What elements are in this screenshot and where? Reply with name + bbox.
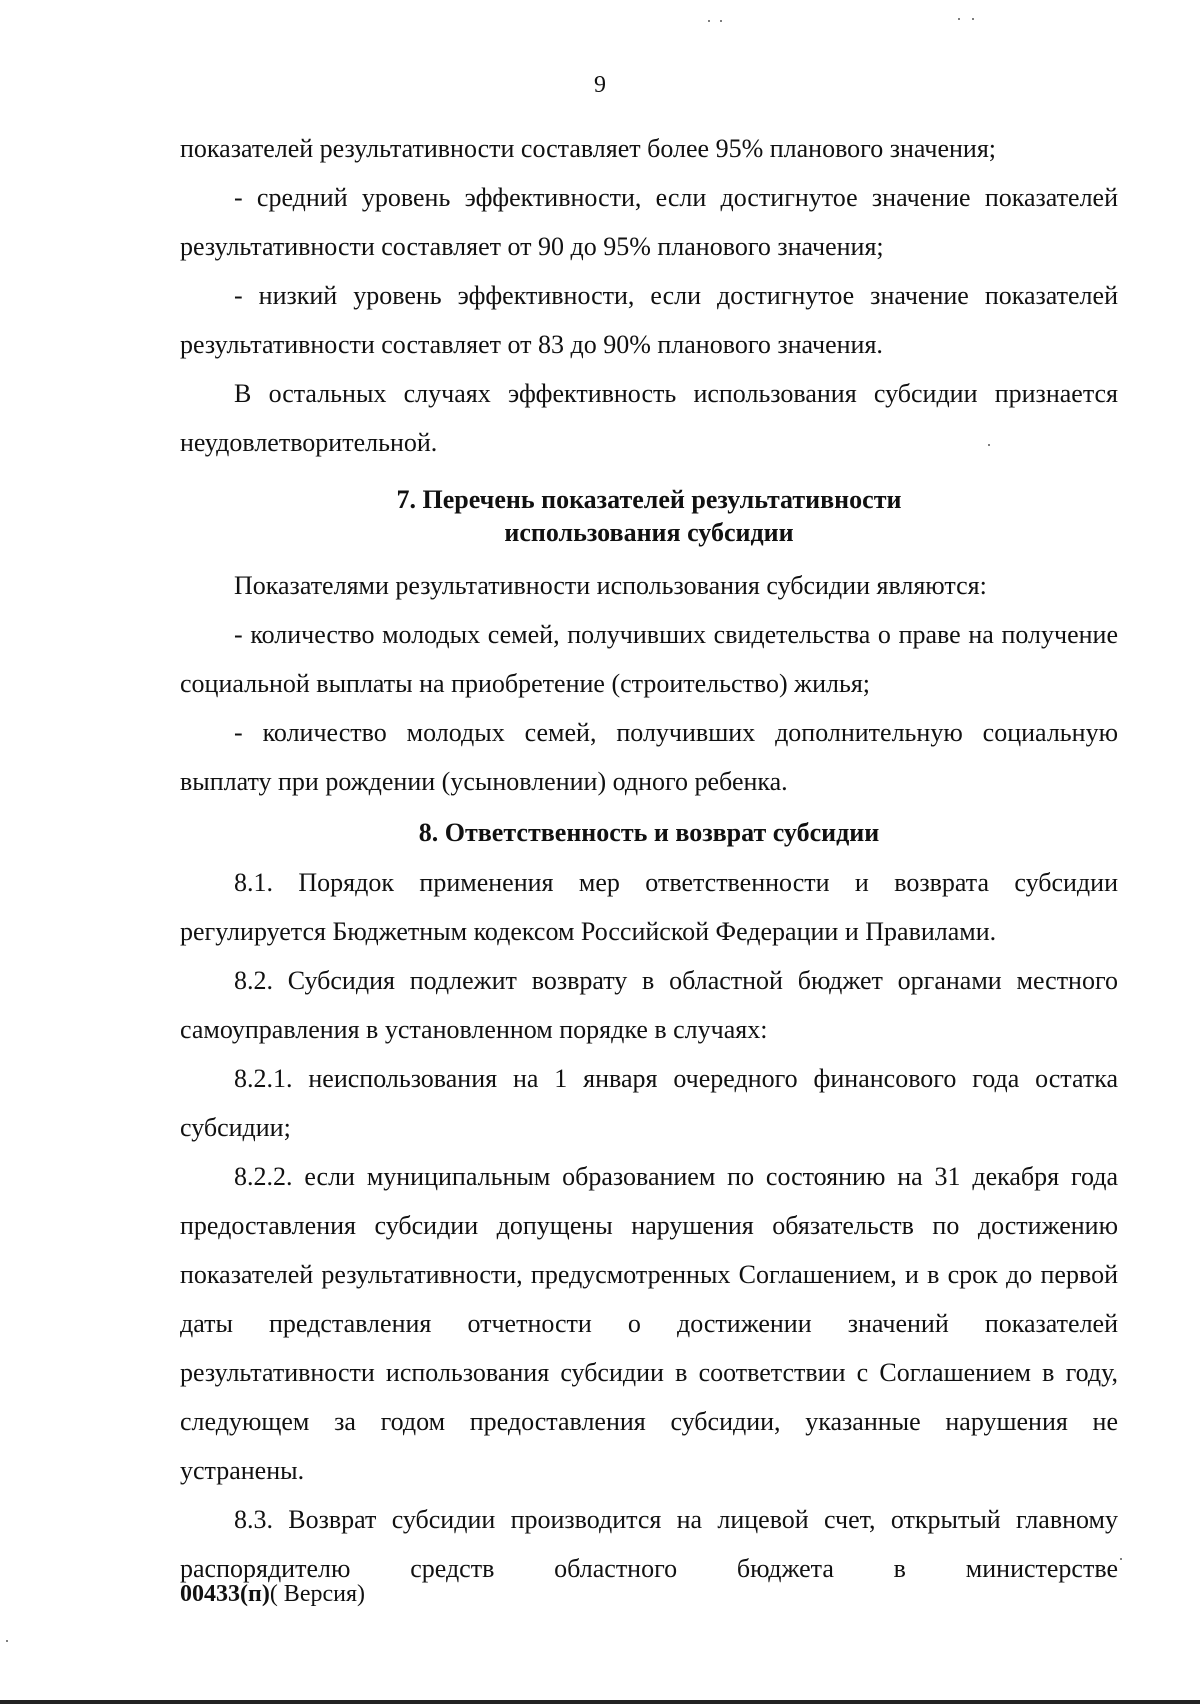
paragraph-continuation: показателей результативности составляет более 95% планового значения; [180,134,997,163]
section-8-title: 8. Ответственность и возврат субсидии [418,818,880,847]
section-7-title-line-1: 7. Перечень показателей результативности [396,485,902,514]
paragraph-medium-level: - средний уровень эффективности, если достигнутое значение показателей результативности составляет от 90 до 95% планового значения; [180,183,1118,261]
scan-speck [720,20,722,22]
page-number: 9 [594,72,606,98]
bottom-rule [0,1700,1200,1704]
section-7-paragraph: Показателями результативности использования субсидии являются: [234,571,987,600]
scan-speck [972,18,974,20]
scan-speck [708,20,710,22]
section-8-paragraph: 8.2. Субсидия подлежит возврату в областной бюджет органами местного самоуправления в установленном порядке в случаях: [180,966,1118,1044]
section-7-title [180,483,1118,549]
document-version: ( Версия) [269,1581,365,1607]
section-8-paragraph: 8.2.1. неиспользования на 1 января очередного финансового года остатка субсидии; [180,1064,1118,1142]
document-code: 00433(п) [180,1581,270,1607]
scan-speck [6,1640,8,1642]
section-8-paragraph: 8.1. Порядок применения мер ответственности и возврата субсидии регулируется Бюджетным кодексом Российской Федерации и Правилами. [180,868,1118,946]
document-footer [180,1579,365,1609]
section-7-paragraph: - количество молодых семей, получивших свидетельства о праве на получение социальной выплаты на приобретение (строительство) жилья; [180,620,1118,698]
scan-speck [1120,1558,1122,1560]
section-8-paragraph: 8.3. Возврат субсидии производится на лицевой счет, открытый главному распорядителю средств областного бюджета в министерстве [180,1505,1118,1583]
paragraph-other-cases: В остальных случаях эффективность использования субсидии признается неудовлетворительной. [180,379,1118,457]
scan-speck [958,18,960,20]
section-7-title-line-2: использования субсидии [504,518,794,547]
paragraph-low-level: - низкий уровень эффективности, если достигнутое значение показателей результативности составляет от 83 до 90% планового значения. [180,281,1118,359]
section-7-paragraph: - количество молодых семей, получивших дополнительную социальную выплату при рождении (усыновлении) одного ребенка. [180,718,1118,796]
document-body [180,124,1118,1593]
scan-speck [988,444,990,446]
section-8-paragraph: 8.2.2. если муниципальным образованием по состоянию на 31 декабря года предоставления субсидии допущены нарушения обязательств по достижению показателей результативности, предусмотренных Соглашением, и в срок до первой даты представления отчетности о достижении значений показателей результативности использования субсидии в соответствии с Соглашением в году, следующем за годом предоставления субсидии, указанные нарушения не устранены. [180,1162,1118,1485]
